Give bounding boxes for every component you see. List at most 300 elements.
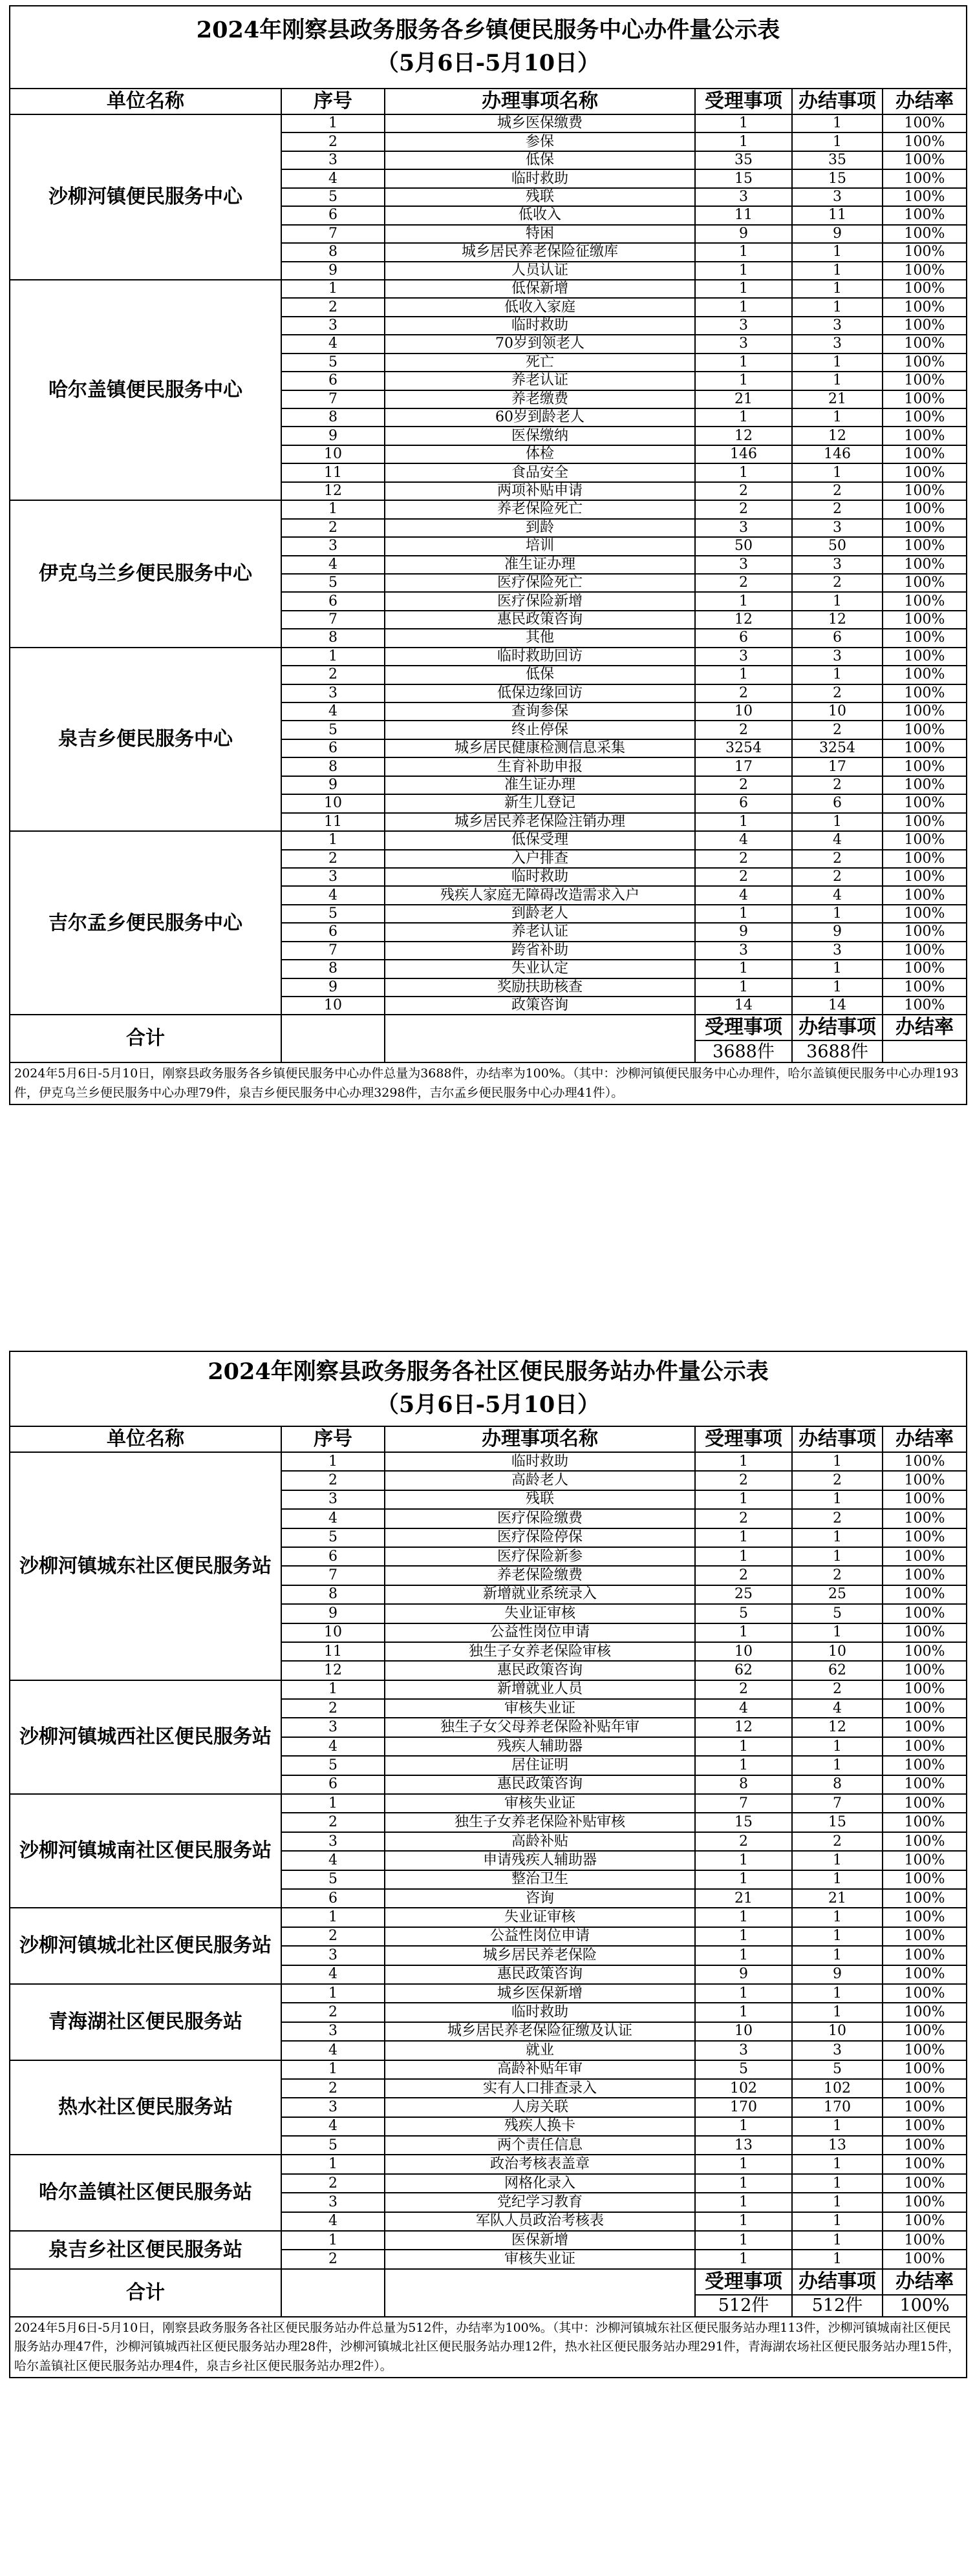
item-name-cell: 培训 — [385, 537, 695, 555]
rate-cell: 100% — [883, 1813, 967, 1832]
completed-cell: 1 — [792, 2174, 883, 2193]
table-row — [10, 1908, 967, 1927]
item-name-cell: 咨询 — [385, 1889, 695, 1908]
rate-cell: 100% — [883, 776, 967, 794]
total-header-row — [10, 1015, 967, 1040]
seq-cell: 7 — [281, 611, 385, 629]
completed-cell: 1 — [792, 280, 883, 298]
accepted-cell: 1 — [695, 243, 792, 261]
rate-cell: 100% — [883, 1604, 967, 1623]
item-name-cell: 军队人员政治考核表 — [385, 2212, 695, 2231]
item-name-cell: 体检 — [385, 445, 695, 463]
item-name-cell: 临时救助回访 — [385, 648, 695, 666]
completed-cell: 170 — [792, 2098, 883, 2117]
accepted-cell: 1 — [695, 1756, 792, 1775]
item-name-cell: 城乡医保缴费 — [385, 114, 695, 132]
accepted-cell: 2 — [695, 684, 792, 702]
unit-name: 泉吉乡社区便民服务站 — [10, 2231, 281, 2269]
accepted-cell: 2 — [695, 1471, 792, 1490]
seq-cell: 4 — [281, 1965, 385, 1984]
completed-cell: 3 — [792, 519, 883, 537]
item-name-header: 办理事项名称 — [385, 1426, 695, 1452]
total-completed-header: 办结事项 — [792, 2269, 883, 2295]
accepted-cell: 6 — [695, 629, 792, 647]
rate-cell: 100% — [883, 1642, 967, 1661]
accepted-cell: 1 — [695, 666, 792, 684]
accepted-cell: 3 — [695, 556, 792, 574]
rate-cell: 100% — [883, 225, 967, 243]
note-row — [10, 2317, 967, 2378]
rate-cell: 100% — [883, 372, 967, 390]
completed-cell: 1 — [792, 408, 883, 427]
seq-cell: 3 — [281, 1718, 385, 1737]
accepted-header: 受理事项 — [695, 1426, 792, 1452]
item-name-cell: 养老缴费 — [385, 390, 695, 408]
completed-cell: 2 — [792, 1832, 883, 1851]
header-row — [10, 89, 967, 114]
item-name-cell: 医保缴纳 — [385, 427, 695, 445]
completed-cell: 1 — [792, 1490, 883, 1509]
item-name-cell: 60岁到龄老人 — [385, 408, 695, 427]
completed-cell: 1 — [792, 132, 883, 151]
completed-cell: 3 — [792, 556, 883, 574]
seq-cell: 10 — [281, 445, 385, 463]
accepted-cell: 1 — [695, 2003, 792, 2022]
item-name-cell: 养老保险缴费 — [385, 1566, 695, 1585]
rate-cell: 100% — [883, 1737, 967, 1756]
item-name-cell: 城乡居民养老保险征缴库 — [385, 243, 695, 261]
unit-name: 沙柳河镇城东社区便民服务站 — [10, 1452, 281, 1680]
completed-header: 办结事项 — [792, 1426, 883, 1452]
rate-cell: 100% — [883, 1509, 967, 1528]
rate-cell: 100% — [883, 1775, 967, 1794]
completed-cell: 62 — [792, 1661, 883, 1680]
rate-cell: 100% — [883, 574, 967, 592]
rate-cell: 100% — [883, 262, 967, 280]
accepted-cell: 3254 — [695, 739, 792, 757]
item-name-cell: 党纪学习教育 — [385, 2193, 695, 2212]
rate-cell: 100% — [883, 354, 967, 372]
rate-cell: 100% — [883, 1718, 967, 1737]
accepted-cell: 9 — [695, 923, 792, 941]
item-name-cell: 低保边缘回访 — [385, 684, 695, 702]
rate-cell: 100% — [883, 2193, 967, 2212]
completed-cell: 1 — [792, 1908, 883, 1927]
accepted-cell: 4 — [695, 1699, 792, 1718]
item-name-cell: 医保新增 — [385, 2231, 695, 2250]
seq-cell: 2 — [281, 1699, 385, 1718]
accepted-cell: 50 — [695, 537, 792, 555]
rate-cell: 100% — [883, 2041, 967, 2060]
table-row — [10, 1680, 967, 1699]
item-name-cell: 低保受理 — [385, 831, 695, 849]
accepted-cell: 6 — [695, 794, 792, 812]
rate-cell: 100% — [883, 2079, 967, 2098]
table-row — [10, 2231, 967, 2250]
rate-cell: 100% — [883, 868, 967, 886]
seq-cell: 10 — [281, 997, 385, 1015]
item-name-cell: 食品安全 — [385, 463, 695, 481]
rate-cell: 100% — [883, 2174, 967, 2193]
item-name-cell: 医疗保险新参 — [385, 1547, 695, 1566]
total-blank — [385, 2269, 695, 2317]
seq-cell: 1 — [281, 1452, 385, 1471]
unit-name: 青海湖社区便民服务站 — [10, 1984, 281, 2060]
seq-cell: 1 — [281, 1794, 385, 1813]
completed-cell: 8 — [792, 1775, 883, 1794]
accepted-cell: 3 — [695, 519, 792, 537]
seq-cell: 4 — [281, 169, 385, 187]
item-name-cell: 高龄补贴年审 — [385, 2060, 695, 2079]
item-name-cell: 审核失业证 — [385, 2250, 695, 2268]
accepted-cell: 1 — [695, 1737, 792, 1756]
completed-cell: 50 — [792, 537, 883, 555]
accepted-cell: 1 — [695, 1851, 792, 1870]
completed-cell: 1 — [792, 1756, 883, 1775]
completed-cell: 12 — [792, 1718, 883, 1737]
rate-cell: 100% — [883, 114, 967, 132]
seq-cell: 5 — [281, 1870, 385, 1889]
seq-cell: 9 — [281, 427, 385, 445]
rate-cell: 100% — [883, 886, 967, 904]
rate-cell: 100% — [883, 960, 967, 978]
seq-cell: 9 — [281, 776, 385, 794]
completed-cell: 15 — [792, 169, 883, 187]
accepted-cell: 3 — [695, 188, 792, 206]
item-name-cell: 整治卫生 — [385, 1870, 695, 1889]
completed-cell: 1 — [792, 1927, 883, 1946]
completed-cell: 7 — [792, 1794, 883, 1813]
total-blank — [281, 1015, 385, 1062]
accepted-cell: 1 — [695, 978, 792, 997]
item-name-cell: 惠民政策咨询 — [385, 1965, 695, 1984]
completed-cell: 14 — [792, 997, 883, 1015]
accepted-cell: 102 — [695, 2079, 792, 2098]
item-name-cell: 临时救助 — [385, 317, 695, 335]
rate-cell: 100% — [883, 997, 967, 1015]
completed-cell: 10 — [792, 2022, 883, 2041]
title-row — [10, 1351, 967, 1426]
total-accepted-header: 受理事项 — [695, 1015, 792, 1040]
rate-cell: 100% — [883, 1490, 967, 1509]
completed-cell: 2 — [792, 500, 883, 518]
completed-cell: 3 — [792, 2041, 883, 2060]
seq-cell: 5 — [281, 905, 385, 923]
completed-cell: 1 — [792, 2155, 883, 2173]
seq-cell: 4 — [281, 702, 385, 721]
seq-cell: 7 — [281, 390, 385, 408]
accepted-cell: 25 — [695, 1585, 792, 1604]
seq-cell: 2 — [281, 2003, 385, 2022]
accepted-cell: 2 — [695, 868, 792, 886]
completed-cell: 3 — [792, 188, 883, 206]
accepted-cell: 2 — [695, 776, 792, 794]
rate-cell: 100% — [883, 169, 967, 187]
item-name-cell: 公益性岗位申请 — [385, 1927, 695, 1946]
total-completed-header: 办结事项 — [792, 1015, 883, 1040]
seq-cell: 1 — [281, 1680, 385, 1699]
completed-cell: 10 — [792, 702, 883, 721]
rate-cell: 100% — [883, 721, 967, 739]
item-name-cell: 养老认证 — [385, 923, 695, 941]
rate-cell: 100% — [883, 463, 967, 481]
item-name-cell: 城乡居民养老保险征缴及认证 — [385, 2022, 695, 2041]
completed-cell: 3 — [792, 317, 883, 335]
accepted-cell: 7 — [695, 1794, 792, 1813]
total-rate-header: 办结率 — [883, 1015, 967, 1040]
rate-cell: 100% — [883, 1756, 967, 1775]
accepted-cell: 3 — [695, 648, 792, 666]
accepted-cell: 3 — [695, 317, 792, 335]
completed-cell: 3 — [792, 942, 883, 960]
accepted-cell: 15 — [695, 169, 792, 187]
rate-cell: 100% — [883, 831, 967, 849]
accepted-cell: 3 — [695, 2041, 792, 2060]
rate-cell: 100% — [883, 1794, 967, 1813]
completed-cell: 9 — [792, 923, 883, 941]
completed-cell: 1 — [792, 813, 883, 831]
accepted-cell: 4 — [695, 886, 792, 904]
seq-cell: 2 — [281, 1813, 385, 1832]
seq-cell: 2 — [281, 2079, 385, 2098]
completed-cell: 2 — [792, 721, 883, 739]
item-name-cell: 70岁到领老人 — [385, 335, 695, 353]
accepted-cell: 2 — [695, 1680, 792, 1699]
rate-cell: 100% — [883, 2155, 967, 2173]
unit-name: 热水社区便民服务站 — [10, 2060, 281, 2155]
completed-cell: 13 — [792, 2136, 883, 2155]
item-name-cell: 人员认证 — [385, 262, 695, 280]
item-name-cell: 低保 — [385, 666, 695, 684]
completed-cell: 25 — [792, 1585, 883, 1604]
item-name-cell: 准生证办理 — [385, 556, 695, 574]
rate-cell: 100% — [883, 445, 967, 463]
unit-name: 沙柳河镇便民服务中心 — [10, 114, 281, 280]
completed-cell: 1 — [792, 2193, 883, 2212]
seq-cell: 3 — [281, 317, 385, 335]
seq-cell: 11 — [281, 1642, 385, 1661]
item-name-cell: 城乡居民养老保险 — [385, 1946, 695, 1965]
rate-cell: 100% — [883, 1623, 967, 1642]
rate-cell: 100% — [883, 1699, 967, 1718]
seq-cell: 1 — [281, 2231, 385, 2250]
community-table — [9, 1351, 967, 2378]
seq-cell: 8 — [281, 408, 385, 427]
rate-cell: 100% — [883, 482, 967, 500]
table-row — [10, 280, 967, 298]
rate-cell: 100% — [883, 243, 967, 261]
item-name-cell: 残疾人辅助器 — [385, 1737, 695, 1756]
completed-cell: 4 — [792, 886, 883, 904]
item-name-cell: 两项补贴申请 — [385, 482, 695, 500]
seq-cell: 6 — [281, 739, 385, 757]
completed-cell: 1 — [792, 1623, 883, 1642]
seq-cell: 9 — [281, 262, 385, 280]
rate-cell: 100% — [883, 206, 967, 224]
completion-rate-header: 办结率 — [883, 1426, 967, 1452]
accepted-cell: 1 — [695, 280, 792, 298]
rate-cell: 100% — [883, 1889, 967, 1908]
seq-cell: 4 — [281, 1851, 385, 1870]
table-title-line1: 2024年刚察县政务服务各社区便民服务站办件量公示表 — [208, 1358, 769, 1386]
seq-cell: 2 — [281, 519, 385, 537]
seq-cell: 10 — [281, 1623, 385, 1642]
accepted-cell: 3 — [695, 942, 792, 960]
accepted-cell: 1 — [695, 1528, 792, 1547]
seq-cell: 5 — [281, 1528, 385, 1547]
rate-cell: 100% — [883, 1566, 967, 1585]
completed-cell: 3254 — [792, 739, 883, 757]
seq-cell: 1 — [281, 2060, 385, 2079]
item-name-cell: 低保新增 — [385, 280, 695, 298]
completed-cell: 1 — [792, 1547, 883, 1566]
accepted-cell: 1 — [695, 372, 792, 390]
seq-cell: 3 — [281, 1946, 385, 1965]
seq-cell: 6 — [281, 1889, 385, 1908]
seq-cell: 5 — [281, 721, 385, 739]
item-name-cell: 网格化录入 — [385, 2174, 695, 2193]
total-completed: 3688件 — [792, 1040, 883, 1062]
seq-cell: 8 — [281, 629, 385, 647]
rate-cell: 100% — [883, 151, 967, 169]
completed-cell: 2 — [792, 684, 883, 702]
seq-cell: 9 — [281, 978, 385, 997]
rate-cell: 100% — [883, 813, 967, 831]
completed-cell: 3 — [792, 648, 883, 666]
accepted-cell: 1 — [695, 592, 792, 610]
unit-name: 哈尔盖镇便民服务中心 — [10, 280, 281, 500]
accepted-cell: 1 — [695, 1452, 792, 1471]
seq-cell: 5 — [281, 354, 385, 372]
seq-cell: 1 — [281, 648, 385, 666]
rate-cell: 100% — [883, 1661, 967, 1680]
table-row — [10, 114, 967, 132]
accepted-cell: 1 — [695, 354, 792, 372]
completed-cell: 2 — [792, 482, 883, 500]
seq-header: 序号 — [281, 1426, 385, 1452]
item-name-cell: 残疾人家庭无障碍改造需求入户 — [385, 886, 695, 904]
accepted-cell: 1 — [695, 298, 792, 316]
accepted-cell: 1 — [695, 1946, 792, 1965]
seq-cell: 9 — [281, 1604, 385, 1623]
completed-cell: 1 — [792, 2231, 883, 2250]
rate-cell: 100% — [883, 739, 967, 757]
township-table-body — [10, 6, 967, 1104]
rate-cell: 100% — [883, 1870, 967, 1889]
item-name-cell: 城乡居民养老保险注销办理 — [385, 813, 695, 831]
accepted-cell: 2 — [695, 1832, 792, 1851]
completed-cell: 15 — [792, 1813, 883, 1832]
rate-cell: 100% — [883, 2003, 967, 2022]
total-label: 合计 — [10, 2269, 281, 2317]
completed-cell: 21 — [792, 390, 883, 408]
rate-cell: 100% — [883, 666, 967, 684]
accepted-cell: 2 — [695, 1509, 792, 1528]
accepted-cell: 62 — [695, 1661, 792, 1680]
item-name-cell: 低收入家庭 — [385, 298, 695, 316]
accepted-cell: 2 — [695, 721, 792, 739]
seq-cell: 3 — [281, 1490, 385, 1509]
accepted-cell: 8 — [695, 1775, 792, 1794]
rate-cell: 100% — [883, 1471, 967, 1490]
rate-cell: 100% — [883, 1528, 967, 1547]
completed-cell: 2 — [792, 850, 883, 868]
completed-cell: 1 — [792, 354, 883, 372]
item-name-cell: 临时救助 — [385, 1452, 695, 1471]
title-row — [10, 6, 967, 89]
seq-cell: 3 — [281, 1832, 385, 1851]
accepted-cell: 17 — [695, 757, 792, 776]
item-name-cell: 医疗保险停保 — [385, 1528, 695, 1547]
unit-name-header: 单位名称 — [10, 1426, 281, 1452]
seq-cell: 3 — [281, 2193, 385, 2212]
accepted-cell: 10 — [695, 2022, 792, 2041]
total-header-row — [10, 2269, 967, 2295]
seq-cell: 1 — [281, 831, 385, 849]
item-name-cell: 到龄 — [385, 519, 695, 537]
rate-cell: 100% — [883, 2136, 967, 2155]
item-name-cell: 临时救助 — [385, 169, 695, 187]
item-name-cell: 高龄补贴 — [385, 1832, 695, 1851]
completed-cell: 9 — [792, 225, 883, 243]
rate-cell: 100% — [883, 1984, 967, 2003]
item-name-cell: 公益性岗位申请 — [385, 1623, 695, 1642]
completed-cell: 1 — [792, 298, 883, 316]
accepted-cell: 21 — [695, 1889, 792, 1908]
table-row — [10, 1452, 967, 1471]
seq-cell: 2 — [281, 850, 385, 868]
accepted-cell: 14 — [695, 997, 792, 1015]
completed-cell: 17 — [792, 757, 883, 776]
rate-cell: 100% — [883, 1452, 967, 1471]
summary-note: 2024年5月6日-5月10日，刚察县政务服务各乡镇便民服务中心办件总量为3688件，办结率为100%。（其中：沙柳河镇便民服务中心办理件，哈尔盖镇便民服务中心办理193件，伊克乌兰乡便民服务中心办理79件，泉吉乡便民服务中心办理3298件，吉尔孟乡便民服务中心办理41件）。 — [10, 1062, 967, 1104]
accepted-cell: 1 — [695, 1927, 792, 1946]
seq-cell: 4 — [281, 1509, 385, 1528]
item-name-cell: 新增就业人员 — [385, 1680, 695, 1699]
item-name-cell: 新生儿登记 — [385, 794, 695, 812]
seq-cell: 3 — [281, 151, 385, 169]
item-name-cell: 跨省补助 — [385, 942, 695, 960]
completed-header: 办结事项 — [792, 89, 883, 114]
completed-cell: 1 — [792, 1851, 883, 1870]
completed-cell: 1 — [792, 1946, 883, 1965]
rate-cell: 100% — [883, 794, 967, 812]
accepted-cell: 1 — [695, 1870, 792, 1889]
item-name-cell: 城乡医保新增 — [385, 1984, 695, 2003]
rate-cell: 100% — [883, 942, 967, 960]
seq-cell: 8 — [281, 243, 385, 261]
rate-cell: 100% — [883, 537, 967, 555]
seq-cell: 6 — [281, 592, 385, 610]
seq-cell: 3 — [281, 868, 385, 886]
completed-cell: 1 — [792, 1870, 883, 1889]
rate-cell: 100% — [883, 850, 967, 868]
completed-cell: 2 — [792, 1509, 883, 1528]
accepted-cell: 4 — [695, 831, 792, 849]
rate-cell: 100% — [883, 757, 967, 776]
item-name-cell: 特困 — [385, 225, 695, 243]
rate-cell: 100% — [883, 132, 967, 151]
table-row — [10, 648, 967, 666]
rate-cell: 100% — [883, 592, 967, 610]
rate-cell: 100% — [883, 500, 967, 518]
item-name-cell: 养老认证 — [385, 372, 695, 390]
item-name-cell: 实有人口排查录入 — [385, 2079, 695, 2098]
table-title-line2: （5月6日-5月10日） — [376, 50, 601, 76]
item-name-cell: 高龄老人 — [385, 1471, 695, 1490]
seq-cell: 5 — [281, 188, 385, 206]
rate-cell: 100% — [883, 905, 967, 923]
